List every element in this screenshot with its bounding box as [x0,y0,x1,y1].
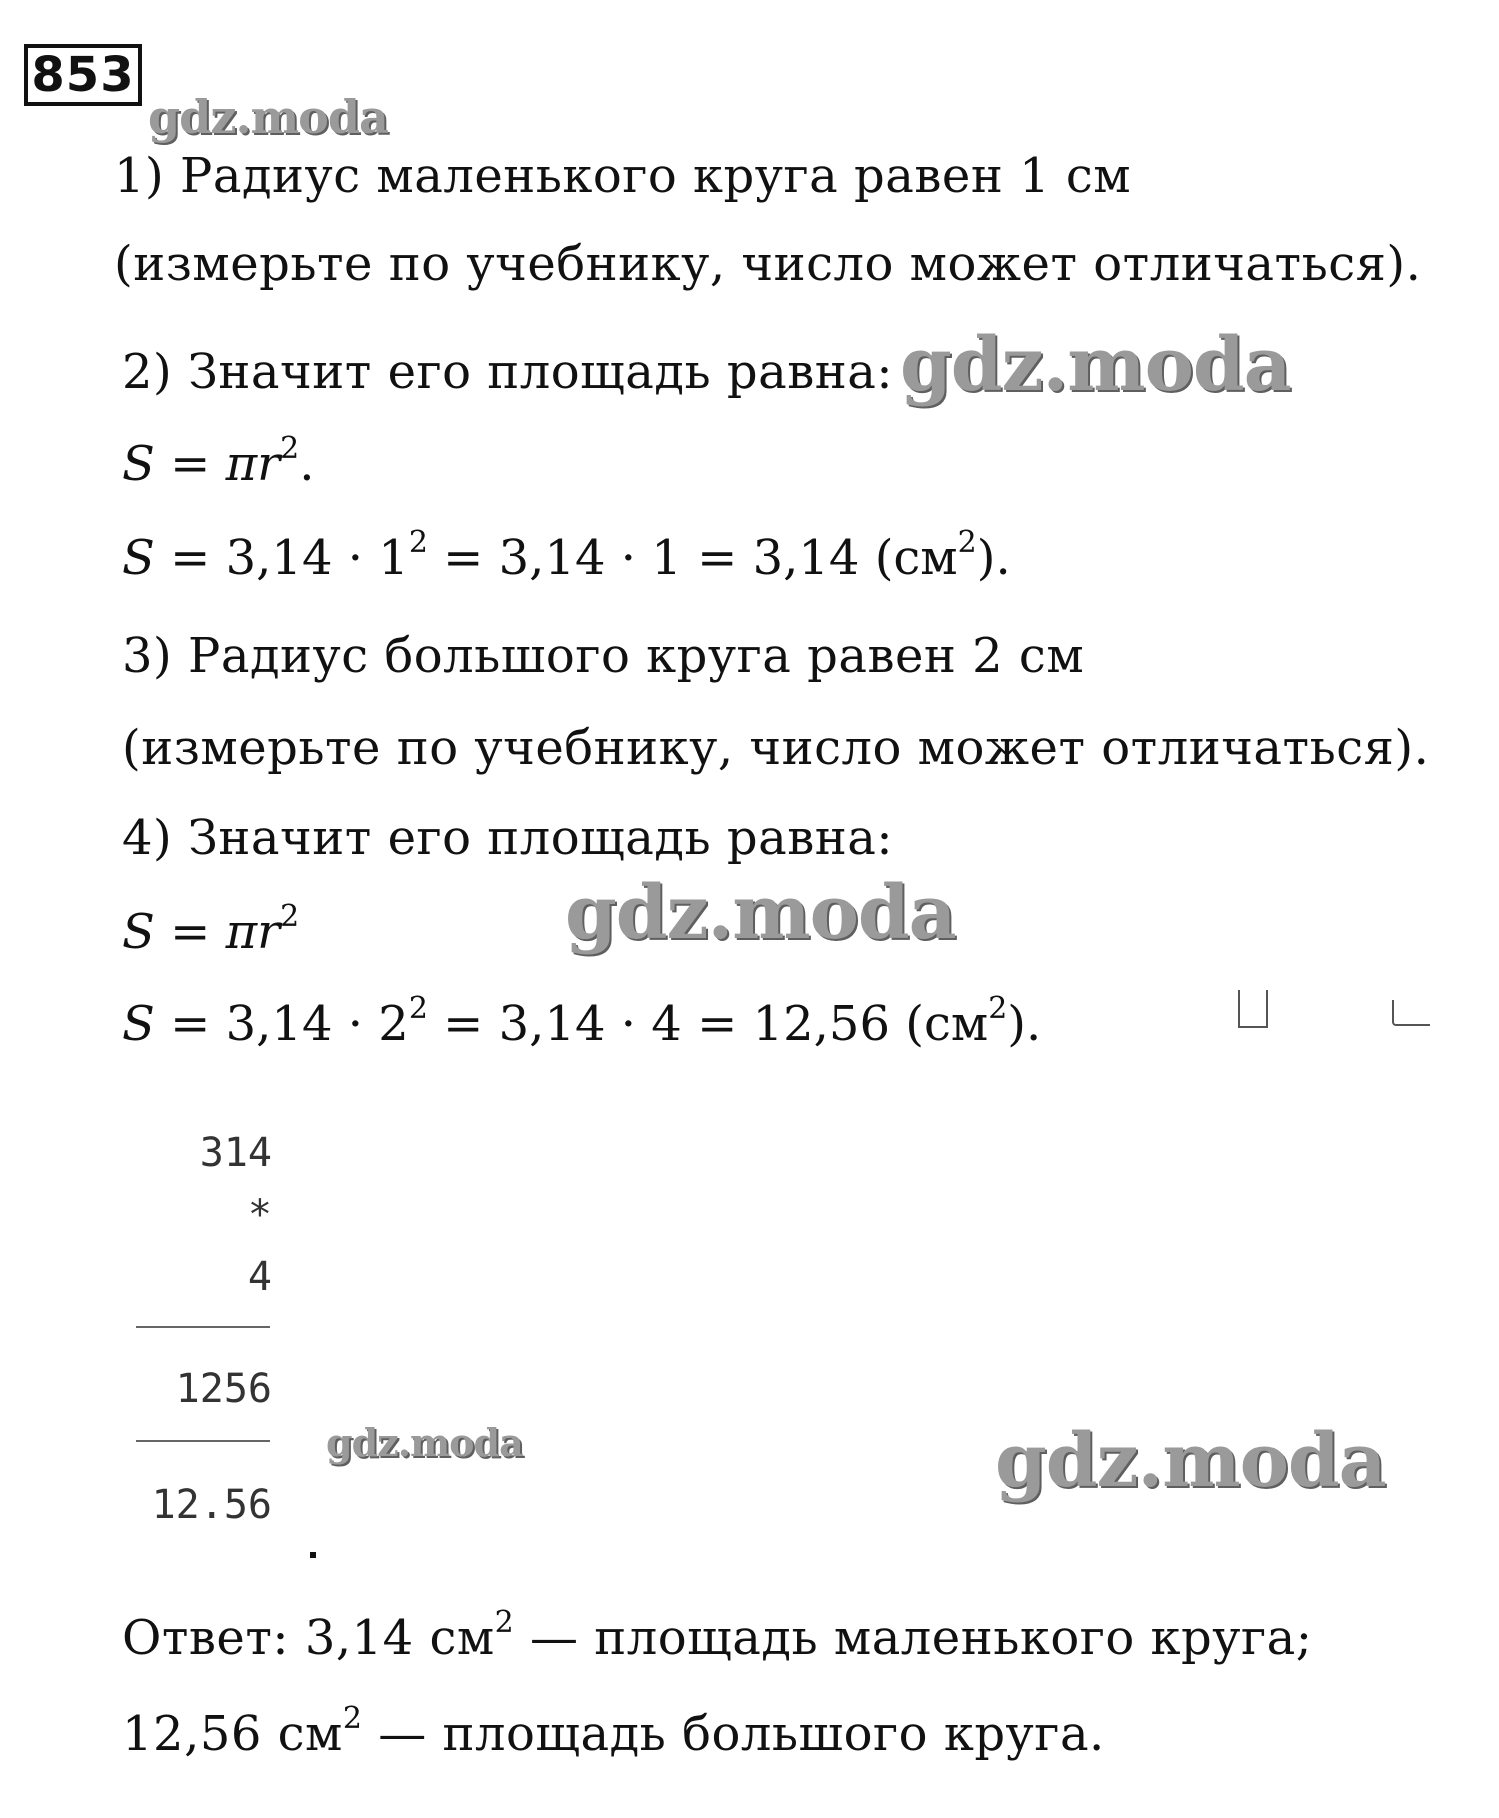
calc-part: ). [1007,996,1042,1052]
step3-line1: 3) Радиус большого круга равен 2 см [122,628,1085,684]
watermark: gdz.moda [900,322,1291,408]
answer-text: 12,56 см [122,1706,343,1762]
calc-part: = 3,14 · 2 [154,996,409,1052]
formula-area-small [122,431,315,492]
answer-text: — площадь большого круга. [362,1706,1105,1762]
formula-exp: 2 [280,431,300,466]
calculation-small [122,525,1011,586]
formula-r: r [257,904,281,960]
calc-exp: 2 [408,991,428,1026]
calc-divider [136,1326,270,1328]
scan-artifact [1238,990,1268,1028]
formula-pi: π [225,904,258,960]
formula-r: r [257,436,281,492]
calc-operand-b: 4 [247,1254,272,1300]
calc-part: ). [976,530,1011,586]
stray-dot [310,1552,316,1558]
step1-line1: 1) Радиус маленького круга равен 1 см [114,148,1132,204]
watermark: gdz.moda [995,1418,1386,1504]
calc-divider [136,1440,270,1442]
calc-operand-a: 314 [199,1130,272,1176]
watermark: gdz.moda [148,90,388,144]
calc-result: 12.56 [151,1482,272,1528]
answer-text: — площадь маленького круга; [514,1610,1313,1666]
formula-exp: 2 [280,899,300,934]
formula-eq: = [154,904,226,960]
answer-exp: 2 [494,1605,515,1640]
formula-tail: . [299,436,315,492]
calc-part: = 3,14 · 4 = 12,56 (см [427,996,989,1052]
step3-line2: (измерьте по учебнику, число может отличаться). [122,720,1430,776]
answer-exp: 2 [342,1701,363,1736]
watermark: gdz.moda [565,870,956,956]
answer-line2 [122,1701,1105,1762]
calculation-large [122,991,1042,1052]
calc-product: 1256 [175,1366,272,1412]
formula-eq: = [154,436,226,492]
scan-artifact [1392,1000,1430,1026]
formula-lhs: S [122,436,155,492]
step1-line2: (измерьте по учебнику, число может отличаться). [114,236,1422,292]
watermark: gdz.moda [326,1420,523,1465]
formula-lhs: S [122,904,155,960]
step4-line: 4) Значит его площадь равна: [122,810,894,866]
calc-exp: 2 [408,525,428,560]
calc-part: = 3,14 · 1 = 3,14 (см [427,530,958,586]
calc-operator: * [247,1192,272,1238]
calc-part: = 3,14 · 1 [154,530,409,586]
step2-line: 2) Значит его площадь равна: [122,344,894,400]
problem-number: 853 [24,44,142,106]
answer-line1 [122,1605,1313,1666]
calc-lhs: S [122,996,155,1052]
formula-pi: π [225,436,258,492]
calc-exp: 2 [988,991,1008,1026]
calc-lhs: S [122,530,155,586]
answer-text: Ответ: 3,14 см [122,1610,495,1666]
formula-area-large [122,899,300,960]
calc-exp: 2 [957,525,977,560]
